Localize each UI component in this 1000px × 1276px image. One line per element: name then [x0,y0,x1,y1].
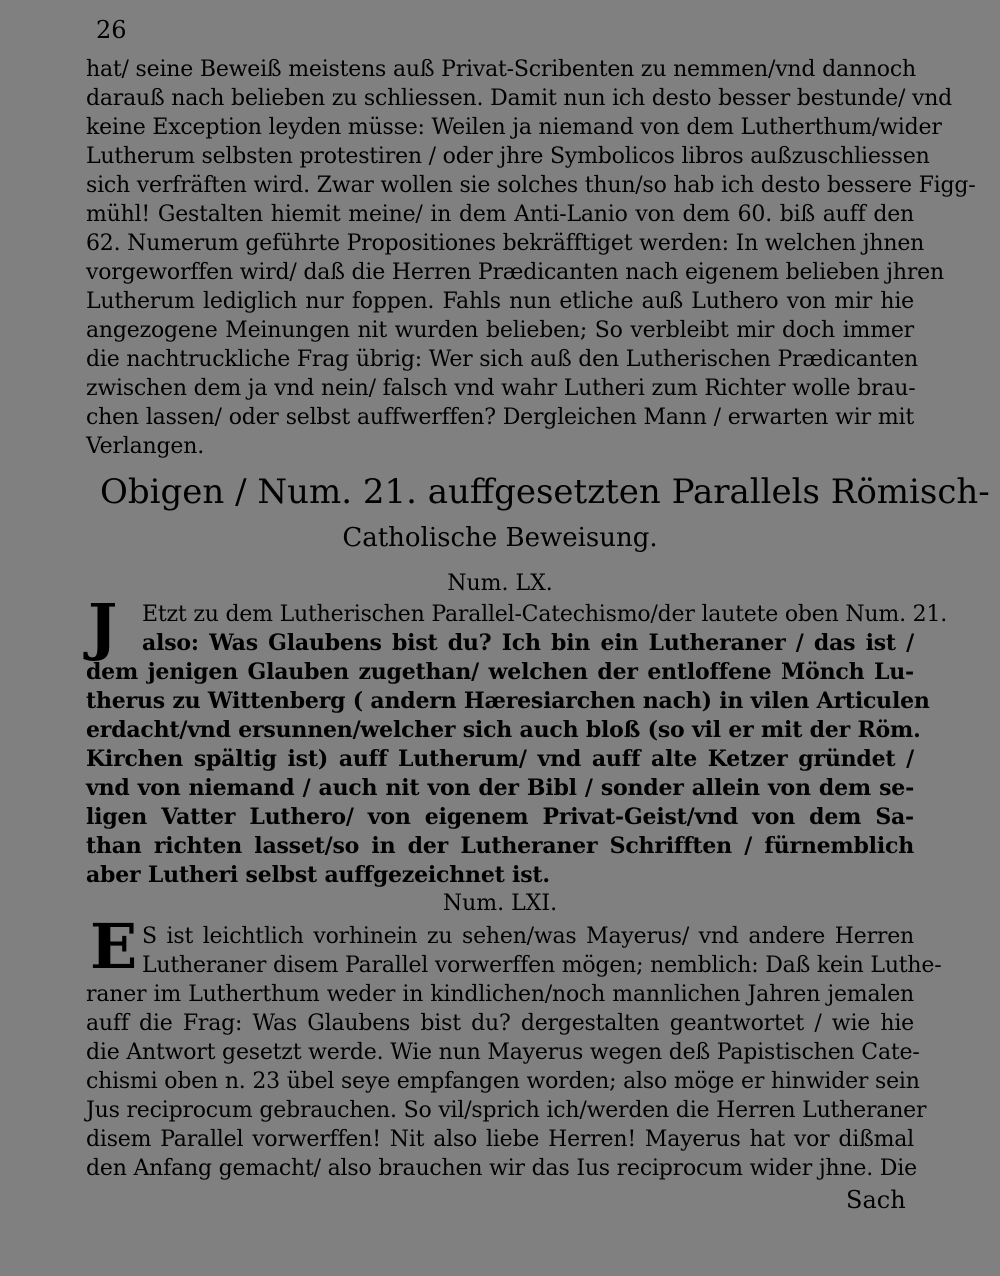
drop-cap: E [90,910,138,983]
text-line: die Antwort gesetzt werde. Wie nun Mayerus wegen deß Papistischen Cate- [86,1040,920,1065]
text-line: zwischen dem ja vnd nein/ falsch vnd wahr Lutheri zum Richter wolle brau- [86,376,916,401]
text-line: Kirchen spältig ist) auff Lutherum/ vnd auff alte Ketzer gründet / [86,746,914,772]
text-line: Jus reciprocum gebrauchen. So vil/sprich ich/werden die Herren Lutheraner [86,1098,927,1123]
text-line: Etzt zu dem Lutherischen Parallel-Catechismo/der lautete oben Num. 21. [142,602,948,627]
text-line: chismi oben n. 23 übel seye empfangen worden; also möge er hinwider sein [86,1069,920,1094]
text-line: Lutherum lediglich nur foppen. Fahls nun etliche auß Luthero von mir hie [86,289,914,314]
text-line: Lutheraner disem Parallel vorwerffen mögen; nemblich: Daß kein Luthe- [142,953,942,978]
text-line: therus zu Wittenberg ( andern Hæresiarchen nach) in vilen Articulen [86,688,930,714]
text-line: raner im Lutherthum weder in kindlichen/noch mannlichen Jahren jemalen [86,982,914,1007]
text-line: dem jenigen Glauben zugethan/ welchen der entloffene Mönch Lu- [86,659,914,685]
text-line: keine Exception leyden müsse: Weilen ja niemand von dem Lutherthum/wider [86,115,942,140]
text-line: ligen Vatter Luthero/ von eigenem Privat-Geist/vnd von dem Sa- [86,804,914,830]
text-line: auff die Frag: Was Glaubens bist du? dergestalten geantwortet / wie hie [86,1011,914,1036]
text-line: angezogene Meinungen nit wurden belieben; So verbleibt mir doch immer [86,318,914,343]
text-line: darauß nach belieben zu schliessen. Damit nun ich desto besser bestunde/ vnd [86,86,953,111]
section-heading: Obigen / Num. 21. auffgesetzten Parallels Römisch- [100,472,990,512]
text-line: 62. Numerum geführte Propositiones bekräfftiget werden: In welchen jhnen [86,231,925,256]
drop-cap: J [88,590,118,663]
number-heading: Num. LXI. [442,891,558,916]
text-line: Verlangen. [86,434,204,459]
text-line: die nachtruckliche Frag übrig: Wer sich auß den Lutherischen Prædicanten [86,347,918,372]
page-number: 26 [96,16,127,44]
text-line: den Anfang gemacht/ also brauchen wir das Ius reciprocum wider jhne. Die [86,1156,917,1181]
text-line: aber Lutheri selbst auffgezeichnet ist. [86,862,550,888]
text-line: chen lassen/ oder selbst auffwerffen? Dergleichen Mann / erwarten wir mit [86,405,914,430]
text-line: S ist leichtlich vorhinein zu sehen/was Mayerus/ vnd andere Herren [142,924,914,949]
text-line: than richten lasset/so in der Lutheraner Schrifften / fürnemblich [86,833,914,859]
text-line: sich verfräften wird. Zwar wollen sie solches thun/so hab ich desto bessere Figg- [86,173,976,198]
text-line: vnd von niemand / auch nit von der Bibl / sonder allein von dem se- [86,775,914,801]
text-line: also: Was Glaubens bist du? Ich bin ein Lutheraner / das ist / [142,630,914,656]
text-line: hat/ seine Beweiß meistens auß Privat-Scribenten zu nemmen/vnd dannoch [86,57,916,82]
number-heading: Num. LX. [447,571,553,596]
text-line: Lutherum selbsten protestiren / oder jhre Symbolicos libros außzuschliessen [86,144,930,169]
text-line: disem Parallel vorwerffen! Nit also liebe Herren! Mayerus hat vor dißmal [86,1127,914,1152]
section-subheading: Catholische Beweisung. [342,523,658,553]
text-line: mühl! Gestalten hiemit meine/ in dem Anti-Lanio von dem 60. biß auff den [86,202,914,227]
catchword: Sach [846,1186,906,1214]
text-line: vorgeworffen wird/ daß die Herren Prædicanten nach eigenem belieben jhren [86,260,944,285]
text-line: erdacht/vnd ersunnen/welcher sich auch bloß (so vil er mit der Röm. [86,717,921,743]
